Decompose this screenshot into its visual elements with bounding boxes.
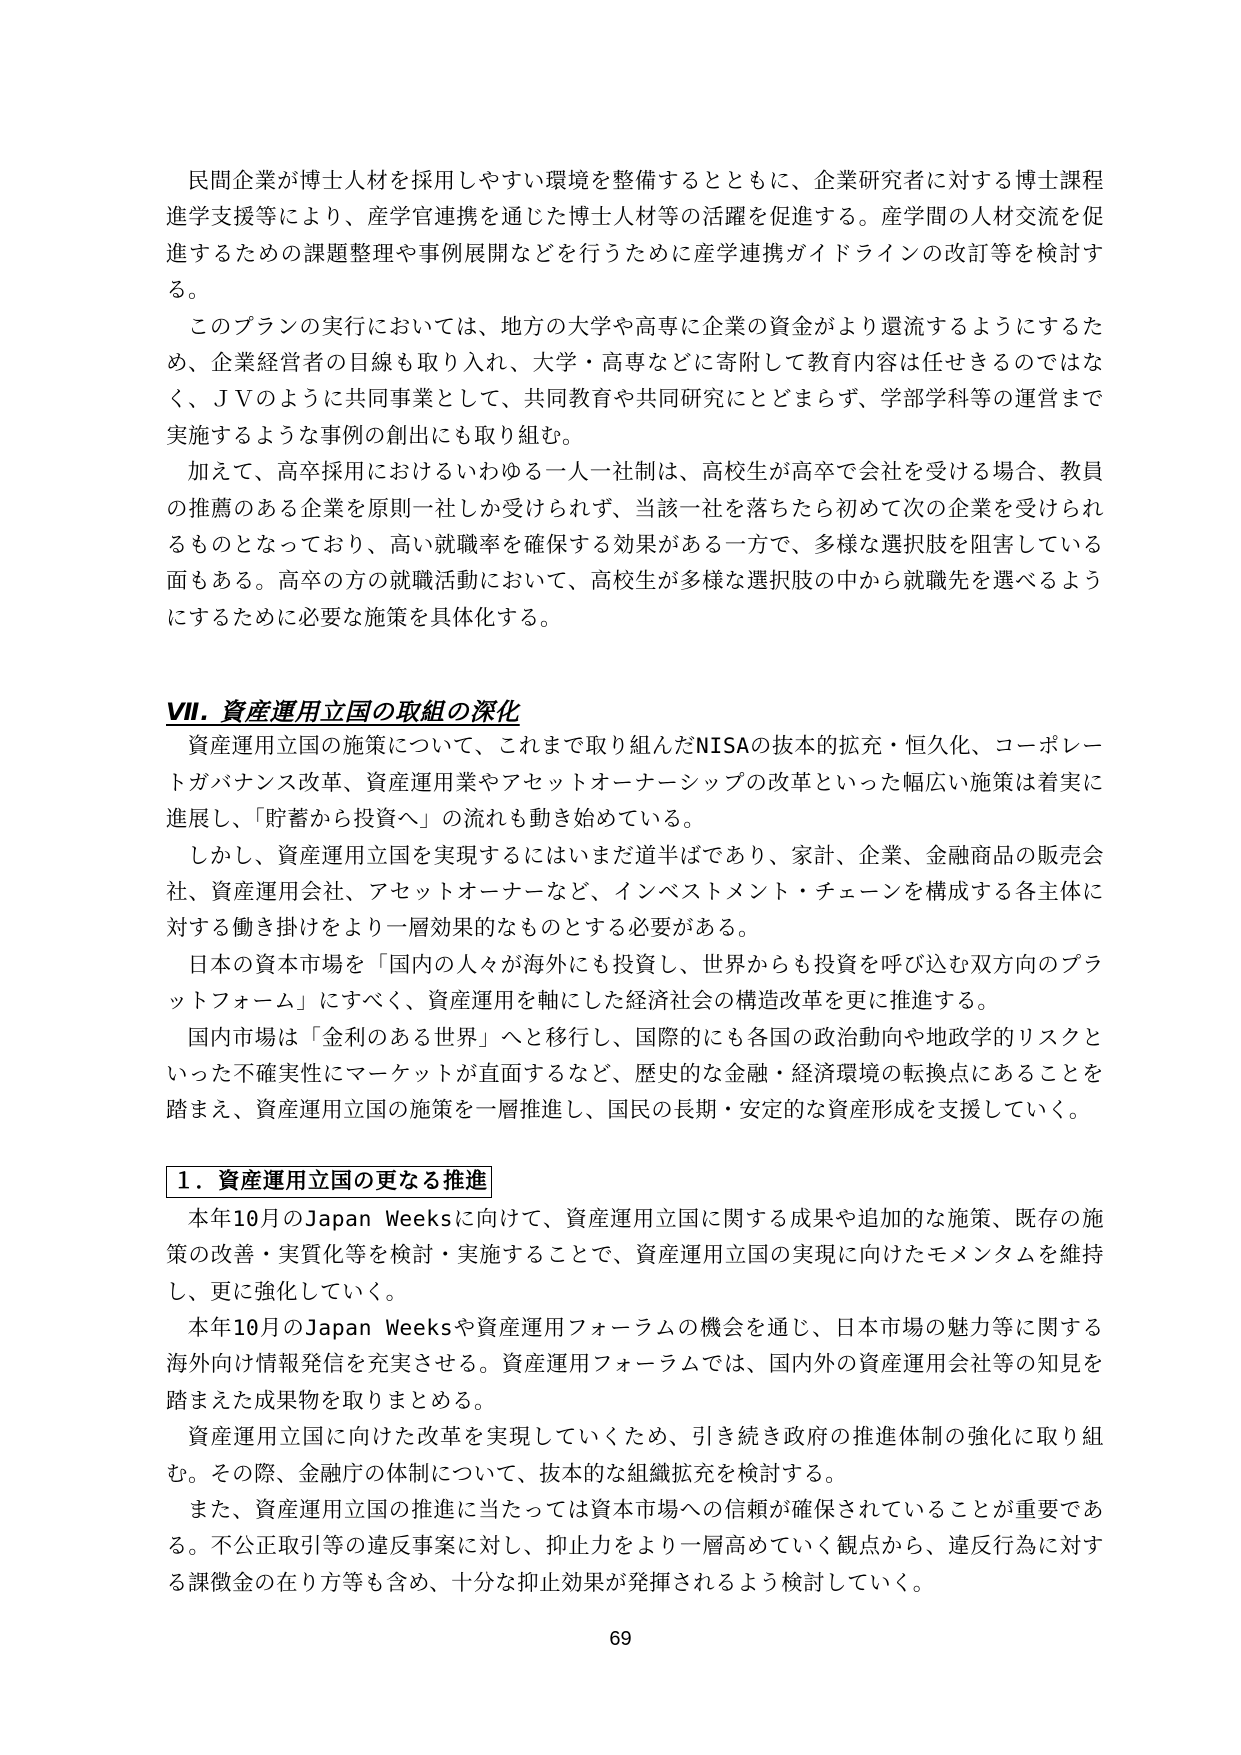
body-paragraph: 資産運用立国の施策について、これまで取り組んだNISAの抜本的拡充・恒久化、コーポレートガバナンス改革、資産運用業やアセットオーナーシップの改革といった幅広い施策は着実に進展し、「貯蓄から投資へ」の流れも動き始めている。: [166, 734, 1104, 833]
subsection-heading: １．資産運用立国の更なる推進: [166, 1166, 492, 1198]
body-paragraph: 加えて、高卒採用におけるいわゆる一人一社制は、高校生が高卒で会社を受ける場合、教員の推薦のある企業を原則一社しか受けられず、当該一社を落ちたら初めて次の企業を受けられるものとなっており、高い就職率を確保する効果がある一方で、多様な選択肢を阻害している面もある。高卒の方の就職活動において、高校生が多様な選択肢の中から就職先を選べるようにするために必要な施策を具体化する。: [166, 460, 1104, 631]
body-paragraph: 民間企業が博士人材を採用しやすい環境を整備するとともに、企業研究者に対する博士課程進学支援等により、産学官連携を通じた博士人材等の活躍を促進する。産学間の人材交流を促進するための課題整理や事例展開などを行うために産学連携ガイドラインの改訂等を検討する。: [166, 169, 1104, 304]
page-content: [166, 164, 1104, 1602]
body-paragraph: 国内市場は「金利のある世界」へと移行し、国際的にも各国の政治動向や地政学的リスクといった不確実性にマーケットが直面するなど、歴史的な金融・経済環境の転換点にあることを踏まえ、資産運用立国の施策を一層推進し、国民の長期・安定的な資産形成を支援していく。: [166, 1025, 1104, 1124]
body-paragraph: このプランの実行においては、地方の大学や高専に企業の資金がより還流するようにするため、企業経営者の目線も取り入れ、大学・高専などに寄附して教育内容は任せきるのではなく、ＪＶのように共同事業として、共同教育や共同研究にとどまらず、学部学科等の運営まで実施するような事例の創出にも取り組む。: [166, 314, 1104, 449]
subsection-heading-box: [166, 1166, 1104, 1198]
page-number: 69: [609, 1628, 632, 1650]
body-paragraph: しかし、資産運用立国を実現するにはいまだ道半ばであり、家計、企業、金融商品の販売会社、資産運用会社、アセットオーナーなど、インベストメント・チェーンを構成する各主体に対する働き掛けをより一層効果的なものとする必要がある。: [166, 843, 1104, 942]
body-paragraph: 本年10月のJapan Weeksや資産運用フォーラムの機会を通じ、日本市場の魅力等に関する海外向け情報発信を充実させる。資産運用フォーラムでは、国内外の資産運用会社等の知見を踏まえた成果物を取りまとめる。: [166, 1315, 1104, 1414]
body-paragraph: また、資産運用立国の推進に当たっては資本市場への信頼が確保されていることが重要である。不公正取引等の違反事案に対し、抑止力をより一層高めていく観点から、違反行為に対する課徴金の在り方等も含め、十分な抑止効果が発揮されるよう検討していく。: [166, 1498, 1104, 1596]
body-paragraph: 日本の資本市場を「国内の人々が海外にも投資し、世界からも投資を呼び込む双方向のプラットフォーム」にすべく、資産運用を軸にした経済社会の構造改革を更に推進する。: [166, 952, 1104, 1015]
body-paragraph: 本年10月のJapan Weeksに向けて、資産運用立国に関する成果や追加的な施策、既存の施策の改善・実質化等を検討・実施することで、資産運用立国の実現に向けたモメンタムを維持し、更に強化していく。: [166, 1206, 1104, 1305]
body-paragraph: 資産運用立国に向けた改革を実現していくため、引き続き政府の推進体制の強化に取り組む。その際、金融庁の体制について、抜本的な組織拡充を検討する。: [166, 1425, 1104, 1487]
section-heading: Ⅶ. 資産運用立国の取組の深化: [166, 698, 520, 727]
